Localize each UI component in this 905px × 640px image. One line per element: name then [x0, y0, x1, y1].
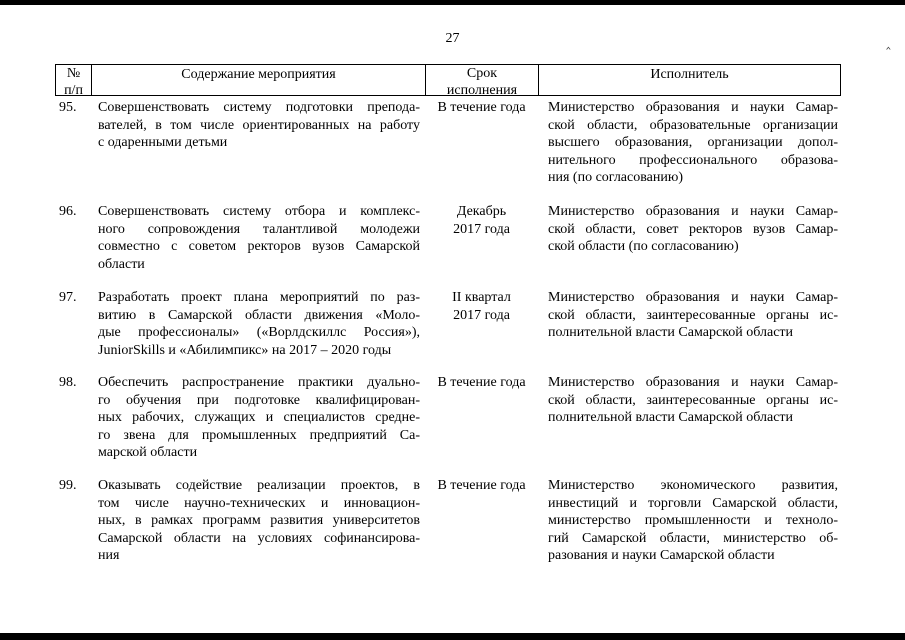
- row-number: 96.: [59, 204, 77, 219]
- row-deadline: [428, 203, 535, 238]
- content-line: том числе научно-технических и инновацион-: [98, 495, 420, 511]
- row-content: [98, 374, 420, 462]
- deadline-line: 2017 года: [453, 307, 510, 323]
- executor-line: ской области, образовательные организации: [548, 117, 838, 133]
- executor-line: министерство промышленности и техноло-: [548, 513, 838, 529]
- header-content: Содержание мероприятия: [91, 64, 425, 96]
- content-line: Совершенствовать систему отбора и комплекс-: [98, 204, 420, 219]
- content-line: совместно с советом ректоров вузов Самарской: [98, 239, 420, 255]
- row-content: [98, 203, 420, 273]
- executor-line: ской области, заинтересованные органы ис-: [548, 392, 838, 408]
- content-line: ных рабочих, служащих и специалистов средне-: [98, 410, 420, 426]
- row-deadline: [428, 374, 535, 392]
- row-executor: [548, 203, 838, 256]
- header-executor: Исполнитель: [538, 64, 841, 96]
- header-number-line1: №: [66, 66, 81, 81]
- content-line: Совершенствовать систему подготовки препода-: [98, 100, 420, 115]
- page-number: 27: [445, 31, 460, 46]
- executor-line: Министерство экономического развития,: [548, 478, 838, 493]
- executor-line: полнительной власти Самарской области: [548, 410, 794, 426]
- row-number: 98.: [59, 375, 77, 390]
- header-number: [55, 64, 91, 96]
- bottom-border: [0, 633, 905, 640]
- content-line: дые профессионалы» («Ворлдскиллс Россия»),: [98, 325, 420, 341]
- row-number: 95.: [59, 100, 77, 115]
- content-line: Самарской области на условиях софинансирова-: [98, 530, 420, 546]
- content-line: го звена для промышленных предприятий Са-: [98, 427, 420, 443]
- deadline-line: Декабрь: [456, 204, 507, 219]
- row-content: [98, 99, 420, 152]
- row-content: [98, 477, 420, 565]
- executor-line: ской области, заинтересованные органы ис-: [548, 307, 838, 323]
- row-executor: [548, 374, 838, 427]
- executor-line: разования и науки Самарской области: [548, 548, 775, 564]
- executor-line: гий Самарской области, министерство об-: [548, 530, 838, 546]
- content-line: ния: [98, 548, 120, 564]
- header-deadline: [425, 64, 538, 96]
- deadline-line: В течение года: [437, 375, 526, 390]
- executor-line: Министерство образования и науки Самар-: [548, 290, 838, 305]
- row-executor: [548, 477, 838, 565]
- content-line: ных, в рамках программ развития университетов: [98, 513, 420, 529]
- deadline-line: II квартал: [452, 290, 511, 305]
- row-executor: [548, 289, 838, 342]
- header-deadline-line2: исполнения: [446, 83, 518, 98]
- executor-line: высшего образования, организации допол-: [548, 135, 838, 151]
- executor-line: ния (по согласованию): [548, 170, 683, 186]
- row-deadline: [428, 477, 535, 495]
- top-border: [0, 0, 905, 5]
- deadline-line: В течение года: [437, 100, 526, 115]
- content-line: Обеспечить распространение практики дуально-: [98, 375, 420, 390]
- corner-mark: ‸: [886, 35, 891, 50]
- row-content: [98, 289, 420, 359]
- row-executor: [548, 99, 838, 187]
- executor-line: ской области, совет ректоров вузов Самар-: [548, 221, 838, 237]
- header-number-line2: п/п: [64, 83, 83, 98]
- executor-line: нительного профессионального образова-: [548, 152, 838, 168]
- deadline-line: В течение года: [437, 478, 526, 493]
- row-number: 99.: [59, 478, 77, 493]
- content-line: го обучения при подготовке квалифицирован-: [98, 392, 420, 408]
- header-deadline-line1: Срок: [466, 66, 498, 81]
- content-line: Оказывать содействие реализации проектов, в: [98, 478, 420, 493]
- executor-line: ской области (по согласованию): [548, 239, 739, 255]
- content-line: с одаренными детьми: [98, 135, 228, 151]
- content-line: области: [98, 256, 145, 272]
- content-line: JuniorSkills и «Абилимпикс» на 2017 – 2020 годы: [98, 342, 392, 358]
- executor-line: полнительной власти Самарской области: [548, 325, 794, 341]
- row-deadline: [428, 99, 535, 117]
- executor-line: инвестиций и торговли Самарской области,: [548, 495, 838, 511]
- content-line: Разработать проект плана мероприятий по раз-: [98, 290, 420, 305]
- content-line: вателей, в том числе ориентированных на работу: [98, 117, 420, 133]
- executor-line: Министерство образования и науки Самар-: [548, 100, 838, 115]
- content-line: ного сопровождения талантливой молодежи: [98, 221, 420, 237]
- executor-line: Министерство образования и науки Самар-: [548, 375, 838, 390]
- row-deadline: [428, 289, 535, 324]
- content-line: марской области: [98, 445, 198, 461]
- content-line: витию в Самарской области движения «Моло-: [98, 307, 420, 323]
- deadline-line: 2017 года: [453, 221, 510, 237]
- row-number: 97.: [59, 290, 77, 305]
- executor-line: Министерство образования и науки Самар-: [548, 204, 838, 219]
